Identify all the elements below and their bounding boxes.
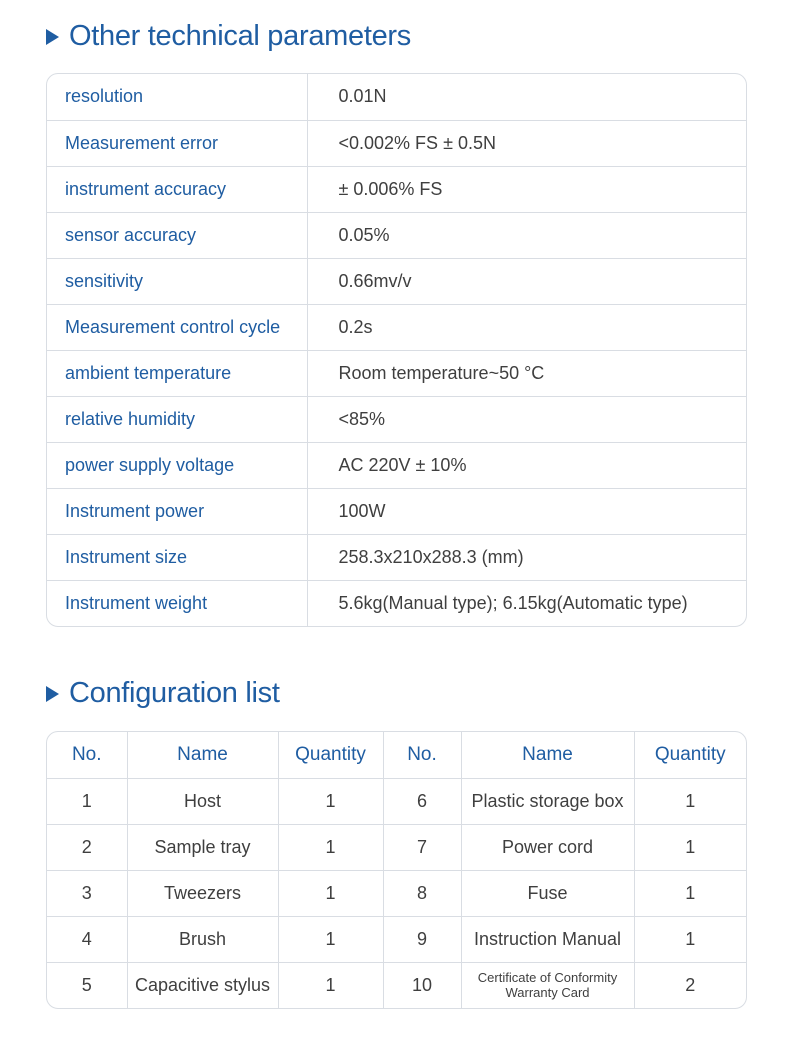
column-header: No. [383,732,461,778]
section-title-technical-parameters [46,20,411,53]
item-number: 5 [47,962,127,1008]
param-row [47,580,746,626]
param-row [47,304,746,350]
param-row [47,120,746,166]
item-number: 6 [383,778,461,824]
param-label: sensor accuracy [47,212,307,258]
item-quantity: 1 [278,824,383,870]
param-row [47,74,746,120]
param-value: 5.6kg(Manual type); 6.15kg(Automatic type) [338,592,688,613]
section-title-configuration-list [46,677,280,710]
configuration-list-table [46,731,747,1009]
param-row [47,442,746,488]
section-title-text: Configuration list [69,677,280,709]
item-quantity: 1 [634,778,746,824]
param-label: ambient temperature [47,350,307,396]
item-name: Plastic storage box [461,778,634,824]
param-value: <85% [307,396,746,442]
param-value: Room temperature~50 °C [307,350,746,396]
item-quantity: 1 [278,916,383,962]
param-value: AC 220V ± 10% [307,442,746,488]
item-quantity: 1 [634,870,746,916]
param-row [47,166,746,212]
param-value: <0.002% FS ± 0.5N [307,120,746,166]
item-quantity: 1 [634,916,746,962]
table-row [47,824,746,870]
param-label: power supply voltage [47,442,307,488]
item-name: Tweezers [127,870,278,916]
item-number: 7 [383,824,461,870]
param-row [47,258,746,304]
item-number: 3 [47,870,127,916]
param-label: Measurement error [47,120,307,166]
param-row [47,396,746,442]
item-name-line: Warranty Card [505,985,590,1001]
column-header: Name [127,732,278,778]
item-name: Instruction Manual [461,916,634,962]
item-name: Brush [127,916,278,962]
column-header: Quantity [278,732,383,778]
item-quantity: 1 [278,870,383,916]
item-name [461,962,634,1008]
item-name: Fuse [461,870,634,916]
table-row [47,778,746,824]
table-row [47,962,746,1008]
play-triangle-icon [46,29,59,45]
param-label: Instrument power [47,488,307,534]
item-number: 9 [383,916,461,962]
param-label: Instrument size [47,534,307,580]
param-value: 0.66mv/v [307,258,746,304]
param-label: resolution [47,74,307,120]
item-quantity: 1 [278,962,383,1008]
param-label: Instrument weight [47,580,307,626]
play-triangle-icon [46,686,59,702]
param-value: 258.3x210x288.3 (mm) [307,534,746,580]
param-row [47,488,746,534]
item-number: 10 [383,962,461,1008]
column-header: Name [461,732,634,778]
item-number: 1 [47,778,127,824]
param-value: 0.01N [307,74,746,120]
param-label: Measurement control cycle [47,304,307,350]
param-row [47,212,746,258]
section-title-text: Other technical parameters [69,20,411,52]
param-row [47,534,746,580]
item-number: 2 [47,824,127,870]
column-header: Quantity [634,732,746,778]
item-name: Power cord [461,824,634,870]
param-value: ± 0.006% FS [307,166,746,212]
param-value: 100W [307,488,746,534]
param-label: instrument accuracy [47,166,307,212]
technical-parameters-table [46,73,747,627]
param-label: sensitivity [47,258,307,304]
param-row [47,350,746,396]
item-number: 4 [47,916,127,962]
item-quantity: 1 [634,824,746,870]
item-name: Capacitive stylus [127,962,278,1008]
table-row [47,916,746,962]
item-quantity: 2 [685,974,696,995]
param-value: 0.2s [307,304,746,350]
item-name: Sample tray [127,824,278,870]
column-header: No. [47,732,127,778]
table-row [47,870,746,916]
item-name-line: Certificate of Conformity [477,970,618,986]
param-label: relative humidity [47,396,307,442]
param-value: 0.05% [307,212,746,258]
item-name: Host [127,778,278,824]
item-number: 8 [383,870,461,916]
item-quantity: 1 [278,778,383,824]
